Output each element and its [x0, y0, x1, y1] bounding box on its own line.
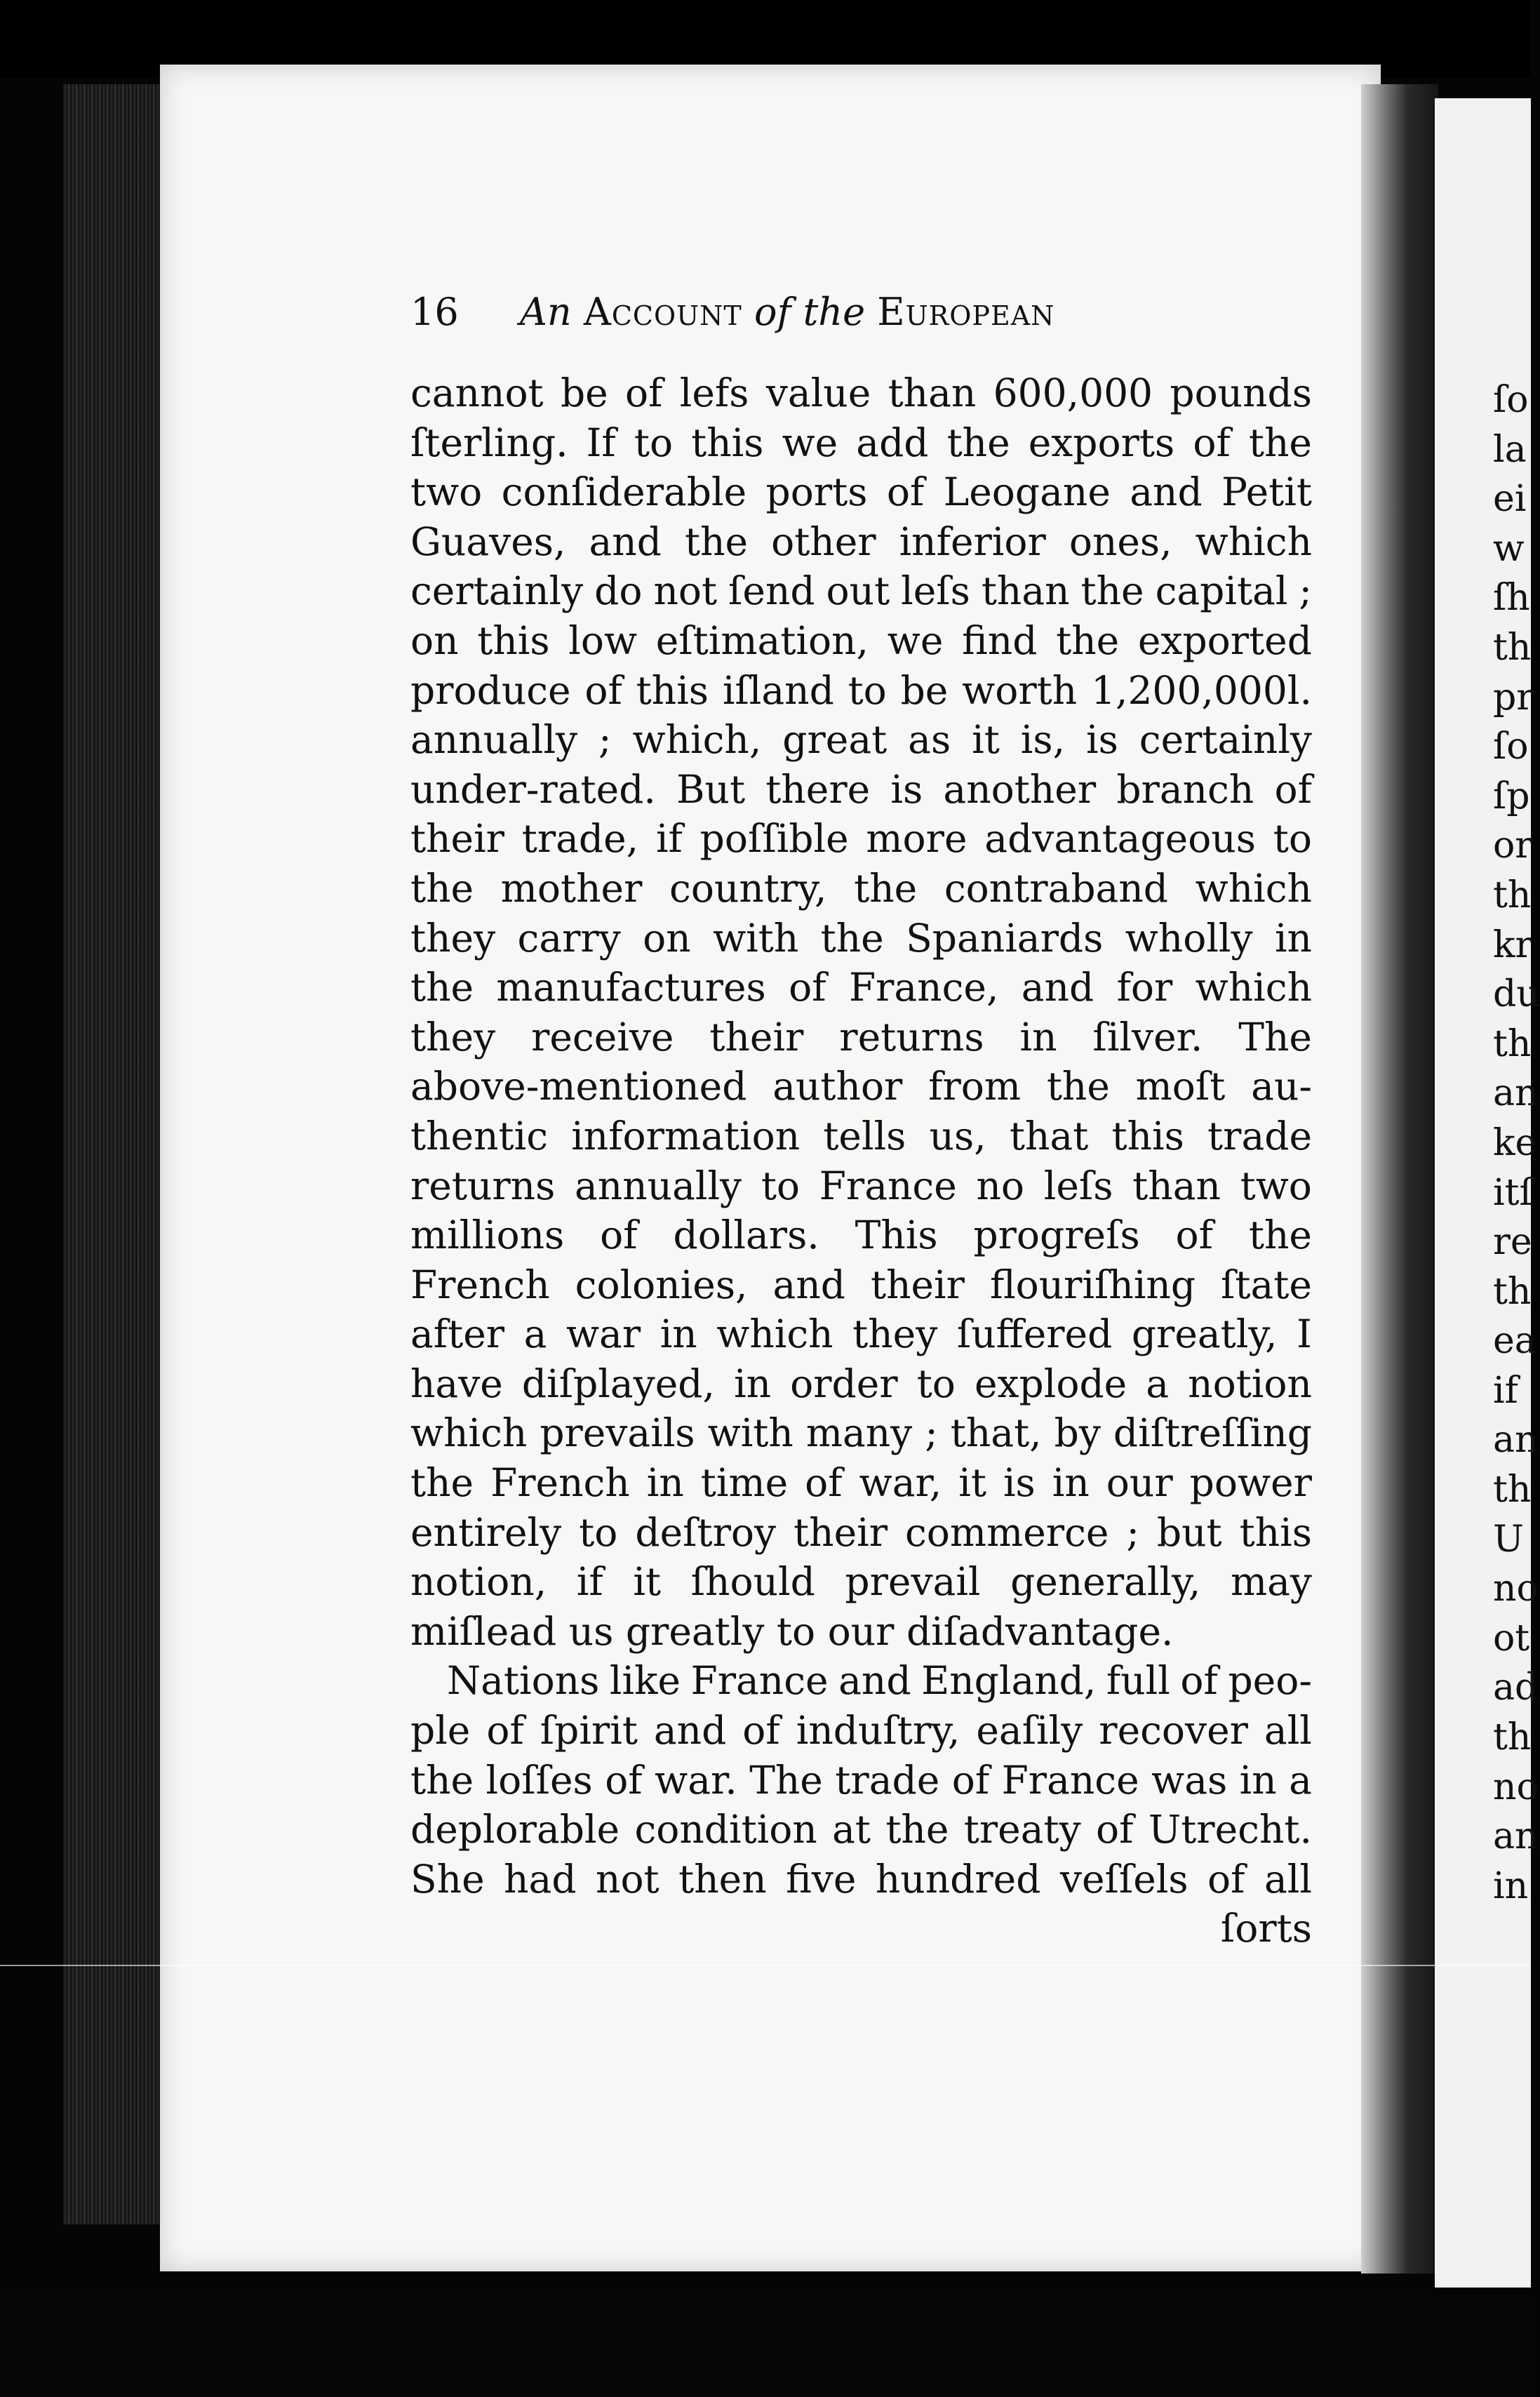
- page-number: 16: [410, 290, 459, 334]
- facing-page-fragment: ſo: [1493, 379, 1529, 421]
- facing-page-fragment: no: [1493, 1568, 1539, 1610]
- text-line: which prevails with many ; that, by diſtreſſing: [410, 1410, 1312, 1456]
- facing-page-text: [1493, 375, 1540, 1919]
- scan-artifact-line: [0, 1965, 1531, 1966]
- facing-page-fragment: an: [1493, 1072, 1539, 1115]
- facing-page-fragment: th: [1493, 874, 1532, 916]
- facing-page-fragment: kr: [1493, 923, 1533, 966]
- facing-page-fragment: w: [1493, 527, 1525, 570]
- text-line: they receive their returns in ſilver. The: [410, 1014, 1312, 1060]
- text-line: the mother country, the contraband which: [410, 865, 1312, 911]
- facing-page-fragment: du: [1493, 973, 1540, 1016]
- facing-page-fragment: th: [1493, 1469, 1532, 1511]
- header-italic-an: An: [519, 290, 572, 334]
- facing-page-fragment: ei: [1493, 478, 1527, 521]
- text-line: Nations like France and England, full of peo-: [447, 1658, 1312, 1704]
- facing-page-fragment: itſ: [1493, 1171, 1533, 1214]
- facing-page-fragment: ſo: [1493, 726, 1529, 768]
- text-line: after a war in which they ſuffered greatly, I: [410, 1311, 1312, 1357]
- text-line: cannot be of lefs value than 600,000 pounds: [410, 370, 1312, 415]
- facing-page-fragment: ea: [1493, 1320, 1536, 1363]
- facing-page-fragment: in: [1493, 1864, 1529, 1907]
- facing-page-fragment: or: [1493, 824, 1533, 867]
- facing-page-fragment: th: [1493, 1022, 1532, 1065]
- facing-page-fragment: re: [1493, 1221, 1532, 1264]
- text-line: miſlead us greatly to our diſadvantage.: [410, 1608, 1174, 1654]
- facing-page-fragment: ot: [1493, 1617, 1530, 1660]
- facing-page-fragment: th: [1493, 1270, 1532, 1313]
- catchword: ſorts: [1220, 1906, 1312, 1951]
- facing-page-fragment: th: [1493, 626, 1532, 669]
- body-text: [410, 368, 1312, 1954]
- text-line: deplorable condition at the treaty of Utrecht.: [410, 1807, 1312, 1852]
- header-account: Account: [583, 290, 742, 334]
- text-line: ſterling. If to this we add the exports of the: [410, 420, 1312, 465]
- running-header: [410, 284, 1182, 340]
- text-line: ple of ſpirit and of induſtry, eaſily recover all: [410, 1708, 1312, 1754]
- facing-page-fragment: la: [1493, 428, 1527, 471]
- text-line: millions of dollars. This progreſs of the: [410, 1213, 1312, 1258]
- text-line: annually ; which, great as it is, is certainly: [410, 717, 1312, 763]
- scan-bottom-border: [0, 2295, 1531, 2397]
- text-line: thentic information tells us, that this trade: [410, 1113, 1312, 1159]
- facing-page-fragment: an: [1493, 1419, 1539, 1462]
- text-line: produce of this iſland to be worth 1,200,000l.: [410, 667, 1312, 713]
- book-gutter: [1361, 84, 1438, 2274]
- facing-page-fragment: ſp: [1493, 775, 1530, 817]
- header-italic-of-the: of the: [754, 290, 866, 334]
- facing-page-fragment: an: [1493, 1815, 1539, 1858]
- text-line: Guaves, and the other inferior ones, which: [410, 519, 1312, 564]
- facing-page-fragment: ad: [1493, 1667, 1539, 1709]
- facing-page-fragment: ke: [1493, 1121, 1537, 1164]
- text-line: certainly do not ſend out leſs than the capital ;: [410, 568, 1312, 614]
- facing-page-fragment: ſh: [1493, 577, 1530, 620]
- header-european: European: [877, 290, 1055, 334]
- text-line: two conſiderable ports of Leogane and Petit: [410, 469, 1312, 515]
- text-line: they carry on with the Spaniards wholly in: [410, 915, 1312, 961]
- text-line: She had not then five hundred veſſels of all: [410, 1856, 1312, 1902]
- text-line: entirely to deſtroy their commerce ; but this: [410, 1509, 1312, 1555]
- text-line: French colonies, and their flouriſhing ſtate: [410, 1262, 1312, 1307]
- text-line: above-mentioned author from the moſt au-: [410, 1064, 1312, 1109]
- text-line: returns annually to France no leſs than two: [410, 1163, 1312, 1208]
- facing-page-fragment: U: [1493, 1518, 1524, 1561]
- facing-page-fragment: th: [1493, 1716, 1532, 1759]
- facing-page-fragment: no: [1493, 1765, 1539, 1808]
- book-page-edges: [63, 84, 168, 2224]
- facing-page-fragment: pr: [1493, 676, 1534, 719]
- facing-page-fragment: if: [1493, 1369, 1518, 1412]
- text-line: their trade, if poſſible more advantageous to: [410, 816, 1312, 862]
- text-line: under-rated. But there is another branch of: [410, 766, 1312, 812]
- text-line: the loſſes of war. The trade of France was in a: [410, 1757, 1312, 1803]
- text-line: have diſplayed, in order to explode a notion: [410, 1361, 1312, 1406]
- text-line: the French in time of war, it is in our power: [410, 1460, 1312, 1506]
- text-line: notion, if it ſhould prevail generally, may: [410, 1559, 1312, 1605]
- text-line: the manufactures of France, and for which: [410, 965, 1312, 1010]
- text-line: on this low eſtimation, we find the exported: [410, 617, 1312, 663]
